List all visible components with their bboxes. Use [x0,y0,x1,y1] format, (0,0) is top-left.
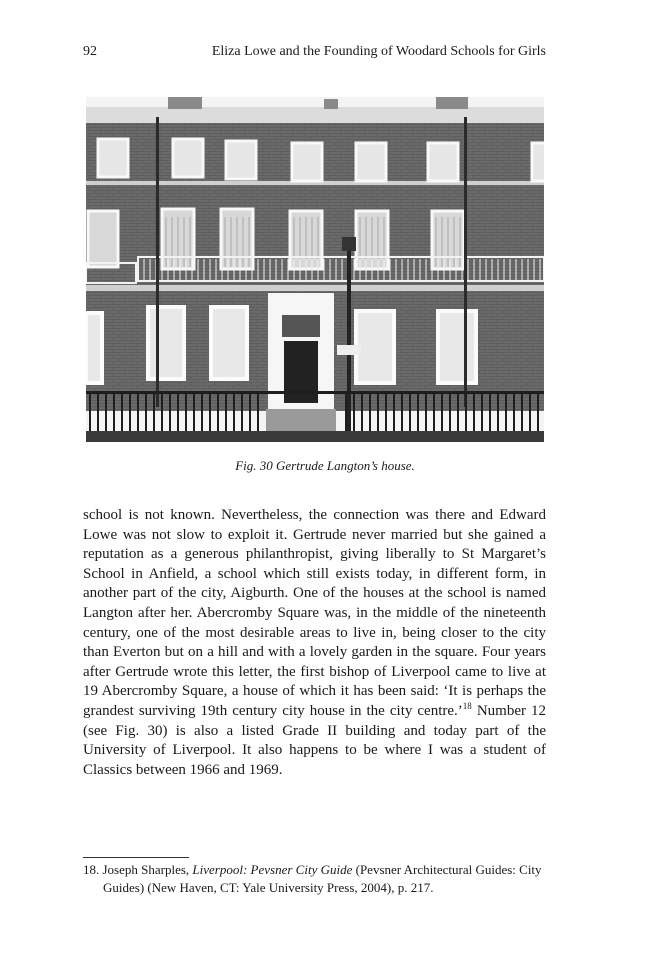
running-header [83,44,546,64]
body-text-part-2: Number 12 (see Fig. 30) is also a listed Grade II building and today part of the University of Liverpool. It also happens to be where I was a student of Classics between 1966 and 1969. [83,702,546,778]
body-paragraph [83,506,546,780]
figure-caption: Fig. 30 Gertrude Langton’s house. [235,458,415,473]
footnote-rule [83,857,189,858]
running-title: Eliza Lowe and the Founding of Woodard Schools for Girls [211,44,546,59]
house-photograph [86,97,544,442]
footnote-suffix: (Pevsner Architectural Guides: City Guides) (New Haven, CT: Yale University Press, 2004), p. 217. [103,862,542,895]
page-number: 92 [83,44,97,59]
footnote-prefix: 18. Joseph Sharples, [83,862,193,877]
footnote-title: Liverpool: Pevsner City Guide [192,862,353,877]
body-text-part-1: school is not known. Nevertheless, the connection was there and Edward Lowe was not slow to exploit it. Gertrude never married but she gained a reputation as a generous philanthropist, giving liberally to St Margaret’s School in Anfield, a school which still exists today, in different form, in another part of the city, Aigburth. One of the houses at the school is named Langton after her. Abercromby Square was, in the middle of the nineteenth century, one of the most desirable areas to live in, being closer to the city than Everton but on a hill and with a lovely garden in the square. Four years after Gertrude wrote this letter, the first bishop of Liverpool came to live at 19 Abercromby Square, a house of which it has been said: ‘It is perhaps the grandest surviving 19th century city house in the city centre.’ [83,507,546,719]
footnote-reference[interactable]: 18 [462,700,472,711]
footnote-18 [83,861,546,896]
